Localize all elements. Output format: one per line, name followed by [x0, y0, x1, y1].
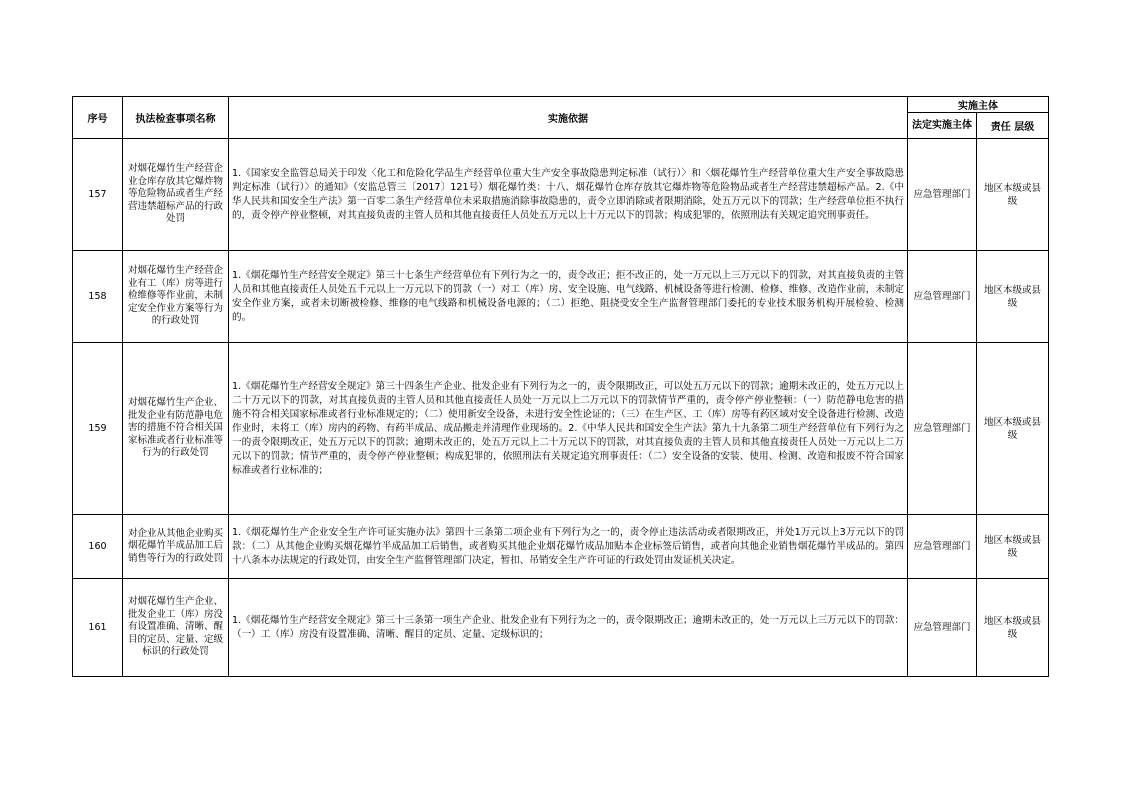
row-level: 地区本级或县级: [977, 343, 1049, 515]
header-level: 责任 层级: [977, 113, 1049, 139]
row-level: 地区本级或县级: [977, 139, 1049, 251]
row-basis: 1.《烟花爆竹生产经营安全规定》第三十四条生产企业、批发企业有下列行为之一的，责令限期改正，可以处五万元以下的罚款；逾期未改正的，处五万元以上二十万元以下的罚款，对其直接负责的主管人员和其他直接责任人员处一万元以上二万元以下的罚款情节严重的，责令停产停业整顿：（一）防范静电危害的措施不符合相关国家标准或者行业标准规定的；（二）使用新安全设备，未进行安全性论证的；（三）在生产区、工（库）房等有药区域对安全设备进行检测、改造作业时，未将工（库）房内的药物、有药半成品、成品搬走并清理作业现场的。2.《中华人民共和国安全生产法》第九十九条第二项生产经营单位有下列行为之一的责令限期改正，处五万元以下的罚款；逾期未改正的，处五万元以上二十万元以下的罚款，对其直接负责的主管人员和其他直接责任人员处一万元以上二万元以下的罚款；情节严重的，责令停产停业整顿；构成犯罪的，依照刑法有关规定追究刑事责任：（二）安全设备的安装、使用、检测、改造和报废不符合国家标准或者行业标准的；: [229, 343, 908, 515]
row-basis: 1.《国家安全监管总局关于印发〈化工和危险化学品生产经营单位重大生产安全事故隐患判定标准（试行）〉和〈烟花爆竹生产经营单位重大生产安全事故隐患判定标准（试行）〉的通知》（安监总管三〔2017〕121号）烟花爆竹类：十八、烟花爆竹仓库存放其它爆炸物等危险物品或者生产经营违禁超标产品。2.《中华人民共和国安全生产法》第一百零二条生产经营单位未采取措施消除事故隐患的，责令立即消除或者限期消除，处五万元以下的罚款；生产经营单位拒不执行的，责令停产停业整顿，对其直接负责的主管人员和其他直接责任人员处五万元以上十万元以下的罚款；构成犯罪的，依照刑法有关规定追究刑事责任。: [229, 139, 908, 251]
row-no: 159: [73, 343, 123, 515]
row-no: 160: [73, 515, 123, 579]
row-no: 157: [73, 139, 123, 251]
row-basis: 1.《烟花爆竹生产经营安全规定》第三十七条生产经营单位有下列行为之一的，责令改正；拒不改正的，处一万元以上三万元以下的罚款，对其直接负责的主管人员和其他直接责任人员处五千元以上一万元以下的罚款（一）对工（库）房、安全设施、电气线路、机械设备等进行检测、检修、维修、改造作业前，未制定安全作业方案，或者未切断被检修、维修的电气线路和机械设备电源的；（二）拒绝、阻挠受安全生产监督管理部门委托的专业技术服务机构开展检验、检测的。: [229, 251, 908, 343]
header-legal-subject: 法定实施主体: [908, 113, 977, 139]
header-no: 序号: [73, 97, 123, 139]
row-basis: 1.《烟花爆竹生产经营安全规定》第三十三条第一项生产企业、批发企业有下列行为之一的，责令限期改正；逾期未改正的，处一万元以上三万元以下的罚款：（一）工（库）房没有设置准确、清晰、醒目的定员、定量、定级标识的；: [229, 579, 908, 677]
table-row: [73, 579, 1049, 677]
row-subject: 应急管理部门: [908, 343, 977, 515]
row-name: 对烟花爆竹生产企业、批发企业有防范静电危害的措施不符合相关国家标准或者行业标准等行为的行政处罚: [123, 343, 229, 515]
row-name: 对烟花爆竹生产经营企业有工（库）房等进行检维修等作业前，未制定安全作业方案等行为的行政处罚: [123, 251, 229, 343]
header-subject: 实施主体: [908, 97, 1049, 113]
table-row: [73, 139, 1049, 251]
row-level: 地区本级或县级: [977, 251, 1049, 343]
table-row: [73, 343, 1049, 515]
table-row: [73, 515, 1049, 579]
row-level: 地区本级或县级: [977, 579, 1049, 677]
header-name: 执法检查事项名称: [123, 97, 229, 139]
row-name: 对烟花爆竹生产企业、批发企业工（库）房没有设置准确、清晰、醒目的定员、定量、定级标识的行政处罚: [123, 579, 229, 677]
row-no: 161: [73, 579, 123, 677]
table-row: [73, 251, 1049, 343]
row-name: 对烟花爆竹生产经营企业仓库存放其它爆炸物等危险物品或者生产经营违禁超标产品的行政处罚: [123, 139, 229, 251]
row-no: 158: [73, 251, 123, 343]
enforcement-table: [72, 96, 1049, 677]
row-level: 地区本级或县级: [977, 515, 1049, 579]
row-name: 对企业从其他企业购买烟花爆竹半成品加工后销售等行为的行政处罚: [123, 515, 229, 579]
header-basis: 实施依据: [229, 97, 908, 139]
row-subject: 应急管理部门: [908, 579, 977, 677]
header-row-top: [73, 97, 1049, 113]
row-subject: 应急管理部门: [908, 515, 977, 579]
row-subject: 应急管理部门: [908, 251, 977, 343]
row-basis: 1.《烟花爆竹生产企业安全生产许可证实施办法》第四十三条第二项企业有下列行为之一的，责令停止违法活动或者限期改正，并处1万元以上3万元以下的罚款：（二）从其他企业购买烟花爆竹半成品加工后销售，或者购买其他企业烟花爆竹成品加贴本企业标签后销售，或者向其他企业销售烟花爆竹半成品的。第四十八条本办法规定的行政处罚，由安全生产监督管理部门决定，暂扣、吊销安全生产许可证的行政处罚由发证机关决定。: [229, 515, 908, 579]
row-subject: 应急管理部门: [908, 139, 977, 251]
